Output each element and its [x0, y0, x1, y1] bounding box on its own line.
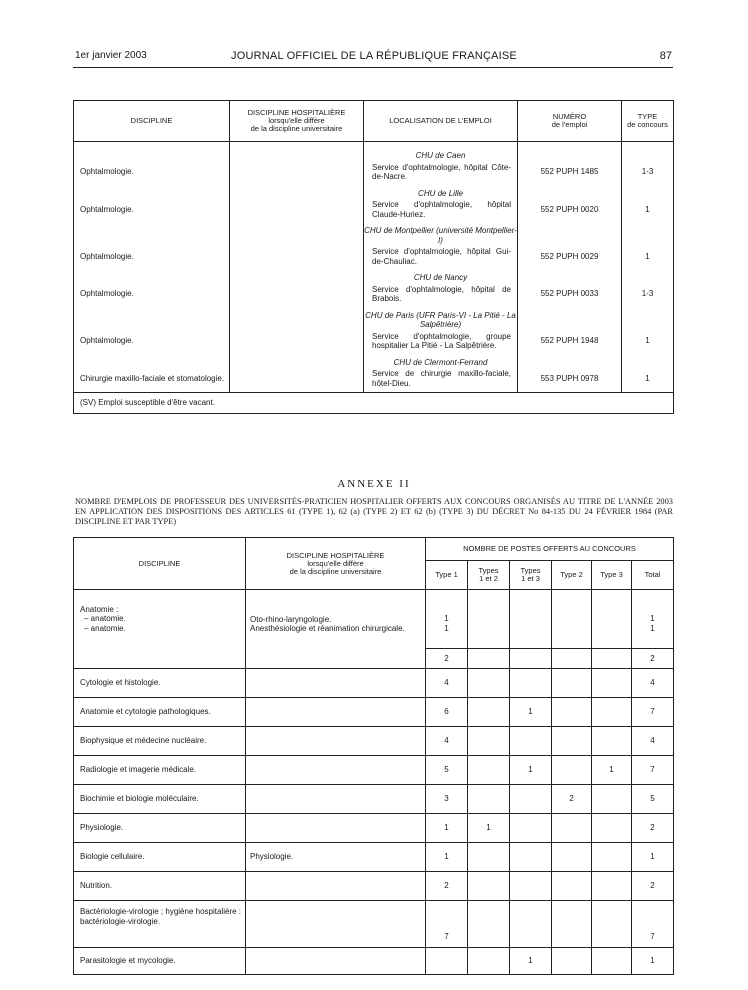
hosp-discipline-cell	[246, 948, 426, 975]
types12-cell	[468, 872, 510, 901]
types12-cell	[468, 756, 510, 785]
anatomie-sum-discipline	[74, 648, 246, 669]
header-date: 1er janvier 2003	[75, 50, 147, 61]
hosp-discipline-cell: Physiologie.	[246, 843, 426, 872]
total-cell: 5	[632, 785, 674, 814]
discipline-cell: Nutrition.	[74, 872, 246, 901]
type2-cell	[552, 872, 592, 901]
empty-cell	[230, 186, 364, 201]
localisation-cell: Service d'ophtalmologie, hôpital Gui-de-Chauliac.	[364, 247, 518, 270]
table-row	[74, 285, 674, 308]
type1-cell: 3	[426, 785, 468, 814]
type2-cell	[552, 843, 592, 872]
anatomie-type3	[592, 590, 632, 649]
footnote: (SV) Emploi susceptible d'être vacant.	[74, 393, 674, 414]
table-row	[74, 163, 674, 186]
types13-cell: 1	[510, 948, 552, 975]
type-cell: 1-3	[622, 285, 674, 308]
anatomie-hosp	[246, 590, 426, 649]
numero-cell: 552 PUPH 0020	[518, 200, 622, 223]
positions-table-body	[74, 142, 674, 414]
type1-cell	[426, 948, 468, 975]
type1-cell: 2	[426, 872, 468, 901]
t2-col-type2: Type 2	[552, 561, 592, 590]
type1-cell: 7	[426, 901, 468, 948]
localisation-cell: Service d'ophtalmologie, hôpital de Brabois.	[364, 285, 518, 308]
anatomie-type1	[426, 590, 468, 649]
anatomie-type1-a: 1	[444, 614, 449, 624]
anatomie-type1-b: 1	[444, 623, 449, 633]
anatomie-sum-total: 2	[632, 648, 674, 669]
discipline-cell: Ophtalmologie.	[74, 163, 230, 186]
col-discipline: DISCIPLINE	[74, 101, 230, 142]
types13-cell	[510, 785, 552, 814]
t2-col-types13-b: 1 et 3	[521, 574, 540, 583]
type3-cell	[592, 843, 632, 872]
empty-cell	[518, 148, 622, 163]
type1-cell: 5	[426, 756, 468, 785]
hosp-discipline-cell	[246, 872, 426, 901]
t2-col-types13-a: Types	[520, 566, 541, 575]
type3-cell	[592, 785, 632, 814]
t2-col-group: NOMBRE DE POSTES OFFERTS AU CONCOURS	[426, 538, 674, 561]
t2-col-type1: Type 1	[426, 561, 468, 590]
type-cell: 1	[622, 369, 674, 393]
type1-cell: 1	[426, 843, 468, 872]
chu-heading-row	[74, 148, 674, 163]
anatomie-discipline	[74, 590, 246, 649]
type2-cell	[552, 727, 592, 756]
localisation-cell: Service d'ophtalmologie, hôpital Côte-de-Nacre.	[364, 163, 518, 186]
empty-cell	[518, 223, 622, 247]
table-row	[74, 698, 674, 727]
table-row	[74, 247, 674, 270]
col-hosp-line3: de la discipline universitaire	[250, 124, 343, 133]
type-cell: 1	[622, 332, 674, 355]
chu-name: CHU de Nancy	[364, 270, 518, 285]
discipline-cell: Parasitologie et mycologie.	[74, 948, 246, 975]
col-type	[622, 101, 674, 142]
discipline-cell: Ophtalmologie.	[74, 285, 230, 308]
discipline-cell: Physiologie.	[74, 814, 246, 843]
type3-cell	[592, 872, 632, 901]
hosp-discipline-cell	[246, 785, 426, 814]
anatomie-total-b: 1	[650, 623, 655, 633]
table-row	[74, 814, 674, 843]
type3-cell	[592, 698, 632, 727]
empty-cell	[518, 270, 622, 285]
type3-cell	[592, 948, 632, 975]
types13-cell: 1	[510, 698, 552, 727]
t2-col-hosp-discipline	[246, 538, 426, 590]
anatomie-sum-type3	[592, 648, 632, 669]
empty-cell	[230, 270, 364, 285]
header-page-number: 87	[659, 50, 672, 62]
t2-col-total: Total	[632, 561, 674, 590]
col-hosp-line2: lorsqu'elle diffère	[268, 116, 325, 125]
type-cell: 1-3	[622, 163, 674, 186]
col-localisation: LOCALISATION DE L'EMPLOI	[364, 101, 518, 142]
table-row	[74, 872, 674, 901]
anatomie-sum-types12	[468, 648, 510, 669]
hosp-discipline-cell	[246, 727, 426, 756]
discipline-cell: Biochimie et biologie moléculaire.	[74, 785, 246, 814]
total-cell: 7	[632, 698, 674, 727]
type-cell: 1	[622, 200, 674, 223]
chu-heading-row	[74, 270, 674, 285]
t2-col-types12	[468, 561, 510, 590]
types12-cell	[468, 948, 510, 975]
annex-title: ANNEXE II	[337, 478, 411, 490]
table-row	[74, 843, 674, 872]
anatomie-types12	[468, 590, 510, 649]
t2-col-types12-a: Types	[478, 566, 499, 575]
anatomie-sum-type1: 2	[426, 648, 468, 669]
empty-cell	[518, 186, 622, 201]
table-row	[74, 948, 674, 975]
types13-cell	[510, 843, 552, 872]
hosp-discipline-cell	[246, 756, 426, 785]
empty-cell	[74, 223, 230, 247]
discipline-cell: Radiologie et imagerie médicale.	[74, 756, 246, 785]
t2-col-hosp-line3: de la discipline universitaire	[289, 566, 382, 576]
table-row	[74, 669, 674, 698]
empty-cell	[622, 308, 674, 332]
chu-name: CHU de Paris (UFR Paris-VI - La Pitié - La Salpêtrière)	[364, 308, 518, 332]
anatomie-sum-types13	[510, 648, 552, 669]
hosp-discipline-cell	[230, 332, 364, 355]
table-row-anatomie-sum	[74, 648, 674, 669]
localisation-cell: Service d'ophtalmologie, groupe hospitalier La Pitié - La Salpêtrière.	[364, 332, 518, 355]
type3-cell	[592, 814, 632, 843]
empty-cell	[622, 355, 674, 370]
hosp-discipline-cell	[230, 247, 364, 270]
numero-cell: 552 PUPH 1948	[518, 332, 622, 355]
types13-cell	[510, 727, 552, 756]
table-row	[74, 901, 674, 948]
types13-cell: 1	[510, 756, 552, 785]
table-row	[74, 369, 674, 393]
empty-cell	[74, 308, 230, 332]
anatomie-sum-hosp	[246, 648, 426, 669]
empty-cell	[74, 186, 230, 201]
table-row	[74, 200, 674, 223]
table-row	[74, 756, 674, 785]
discipline-cell: Ophtalmologie.	[74, 247, 230, 270]
posts-table-header-top	[74, 538, 674, 561]
discipline-cell: Ophtalmologie.	[74, 200, 230, 223]
type2-cell: 2	[552, 785, 592, 814]
types13-cell	[510, 669, 552, 698]
t2-col-hosp-line1: DISCIPLINE HOSPITALIÈRE	[286, 550, 385, 560]
posts-count-table	[73, 537, 674, 975]
table-row	[74, 785, 674, 814]
numero-cell: 552 PUPH 0033	[518, 285, 622, 308]
type3-cell: 1	[592, 756, 632, 785]
empty-cell	[622, 223, 674, 247]
anatomie-type2	[552, 590, 592, 649]
col-type-line2: de concours	[627, 120, 668, 129]
anatomie-sub1: – anatomie.	[84, 614, 126, 624]
anatomie-types13	[510, 590, 552, 649]
t2-col-type3: Type 3	[592, 561, 632, 590]
anatomie-sum-type2	[552, 648, 592, 669]
type-cell: 1	[622, 247, 674, 270]
chu-name: CHU de Montpellier (université Montpellier-I)	[364, 223, 518, 247]
discipline-cell: Chirurgie maxillo-faciale et stomatologie.	[74, 369, 230, 393]
empty-cell	[230, 148, 364, 163]
total-cell: 4	[632, 727, 674, 756]
col-numero	[518, 101, 622, 142]
chu-name: CHU de Clermont-Ferrand	[364, 355, 518, 370]
type2-cell	[552, 756, 592, 785]
total-cell: 1	[632, 843, 674, 872]
table-row-anatomie	[74, 590, 674, 649]
discipline-cell: Ophtalmologie.	[74, 332, 230, 355]
type1-cell: 4	[426, 727, 468, 756]
anatomie-hosp2: Anesthésiologie et réanimation chirurgicale.	[250, 624, 405, 633]
table-row	[74, 332, 674, 355]
empty-cell	[74, 148, 230, 163]
t2-col-types12-b: 1 et 2	[479, 574, 498, 583]
col-numero-line2: de l'emploi	[551, 120, 588, 129]
hosp-discipline-cell	[230, 285, 364, 308]
empty-cell	[230, 308, 364, 332]
empty-cell	[74, 270, 230, 285]
posts-table-body	[74, 590, 674, 975]
type3-cell	[592, 669, 632, 698]
annex-description: NOMBRE D'EMPLOIS DE PROFESSEUR DES UNIVERSITÉS-PRATICIEN HOSPITALIER OFFERTS AUX CONCOURS ORGANISÉS AU TITRE DE L'ANNÉE 2003 EN APPLICATION DES DISPOSITIONS DES ARTICLES 61 (TYPE 1), 62 (a) (TYPE 2) ET 62 (b) (TYPE 3) DU DÉCRET No 84-135 DU 24 FÉVRIER 1984 (PAR DISCIPLINE ET PAR TYPE)	[75, 497, 673, 526]
type3-cell	[592, 901, 632, 948]
anatomie-sub2: – anatomie.	[84, 623, 126, 633]
table-row	[74, 727, 674, 756]
chu-name: CHU de Lille	[364, 186, 518, 201]
empty-cell	[518, 308, 622, 332]
chu-heading-row	[74, 355, 674, 370]
chu-heading-row	[74, 223, 674, 247]
empty-cell	[622, 270, 674, 285]
total-cell: 7	[632, 756, 674, 785]
empty-cell	[518, 355, 622, 370]
hosp-discipline-cell	[246, 698, 426, 727]
types13-cell	[510, 814, 552, 843]
hosp-discipline-cell	[246, 669, 426, 698]
anatomie-title: Anatomie :	[80, 604, 119, 614]
types13-cell	[510, 901, 552, 948]
header-journal-title: JOURNAL OFFICIEL DE LA RÉPUBLIQUE FRANÇAISE	[231, 50, 517, 62]
discipline-cell: Anatomie et cytologie pathologiques.	[74, 698, 246, 727]
anatomie-total-a: 1	[650, 614, 655, 624]
type1-cell: 4	[426, 669, 468, 698]
discipline-cell: Biologie cellulaire.	[74, 843, 246, 872]
localisation-cell: Service de chirurgie maxillo-faciale, hôtel-Dieu.	[364, 369, 518, 393]
discipline-cell: Biophysique et médecine nucléaire.	[74, 727, 246, 756]
t2-col-types13	[510, 561, 552, 590]
t2-col-discipline: DISCIPLINE	[74, 538, 246, 590]
type2-cell	[552, 669, 592, 698]
types12-cell: 1	[468, 814, 510, 843]
type2-cell	[552, 698, 592, 727]
types12-cell	[468, 785, 510, 814]
chu-heading-row	[74, 308, 674, 332]
header-rule	[73, 67, 673, 68]
types12-cell	[468, 901, 510, 948]
total-cell: 2	[632, 814, 674, 843]
col-hosp-line1: DISCIPLINE HOSPITALIÈRE	[247, 108, 346, 117]
type3-cell	[592, 727, 632, 756]
anatomie-total	[632, 590, 674, 649]
positions-table	[73, 100, 674, 414]
type2-cell	[552, 948, 592, 975]
footnote-row	[74, 393, 674, 414]
empty-cell	[230, 223, 364, 247]
types12-cell	[468, 698, 510, 727]
type2-cell	[552, 901, 592, 948]
type1-cell: 6	[426, 698, 468, 727]
total-cell: 2	[632, 872, 674, 901]
col-hosp-discipline	[230, 101, 364, 142]
numero-cell: 553 PUPH 0978	[518, 369, 622, 393]
localisation-cell: Service d'ophtalmologie, hôpital Claude-Huriez.	[364, 200, 518, 223]
total-cell: 7	[632, 901, 674, 948]
hosp-discipline-cell	[246, 814, 426, 843]
hosp-discipline-cell	[230, 369, 364, 393]
chu-heading-row	[74, 186, 674, 201]
types12-cell	[468, 669, 510, 698]
discipline-cell: Cytologie et histologie.	[74, 669, 246, 698]
discipline-cell: Bactériologie-virologie ; hygiène hospitalière : bactériologie-virologie.	[74, 901, 246, 948]
col-numero-line1: NUMÉRO	[552, 112, 587, 121]
positions-table-header	[74, 101, 674, 142]
empty-cell	[230, 355, 364, 370]
t2-col-hosp-line2: lorsqu'elle diffère	[307, 558, 364, 568]
type1-cell: 1	[426, 814, 468, 843]
type2-cell	[552, 814, 592, 843]
anatomie-hosp1: Oto-rhino-laryngologie.	[250, 614, 332, 624]
total-cell: 4	[632, 669, 674, 698]
empty-cell	[622, 148, 674, 163]
col-type-line1: TYPE	[637, 112, 658, 121]
hosp-discipline-cell	[246, 901, 426, 948]
hosp-discipline-cell	[230, 163, 364, 186]
total-cell: 1	[632, 948, 674, 975]
empty-cell	[74, 355, 230, 370]
chu-name: CHU de Caen	[364, 148, 518, 163]
empty-cell	[622, 186, 674, 201]
types12-cell	[468, 727, 510, 756]
numero-cell: 552 PUPH 0029	[518, 247, 622, 270]
types13-cell	[510, 872, 552, 901]
numero-cell: 552 PUPH 1485	[518, 163, 622, 186]
hosp-discipline-cell	[230, 200, 364, 223]
types12-cell	[468, 843, 510, 872]
